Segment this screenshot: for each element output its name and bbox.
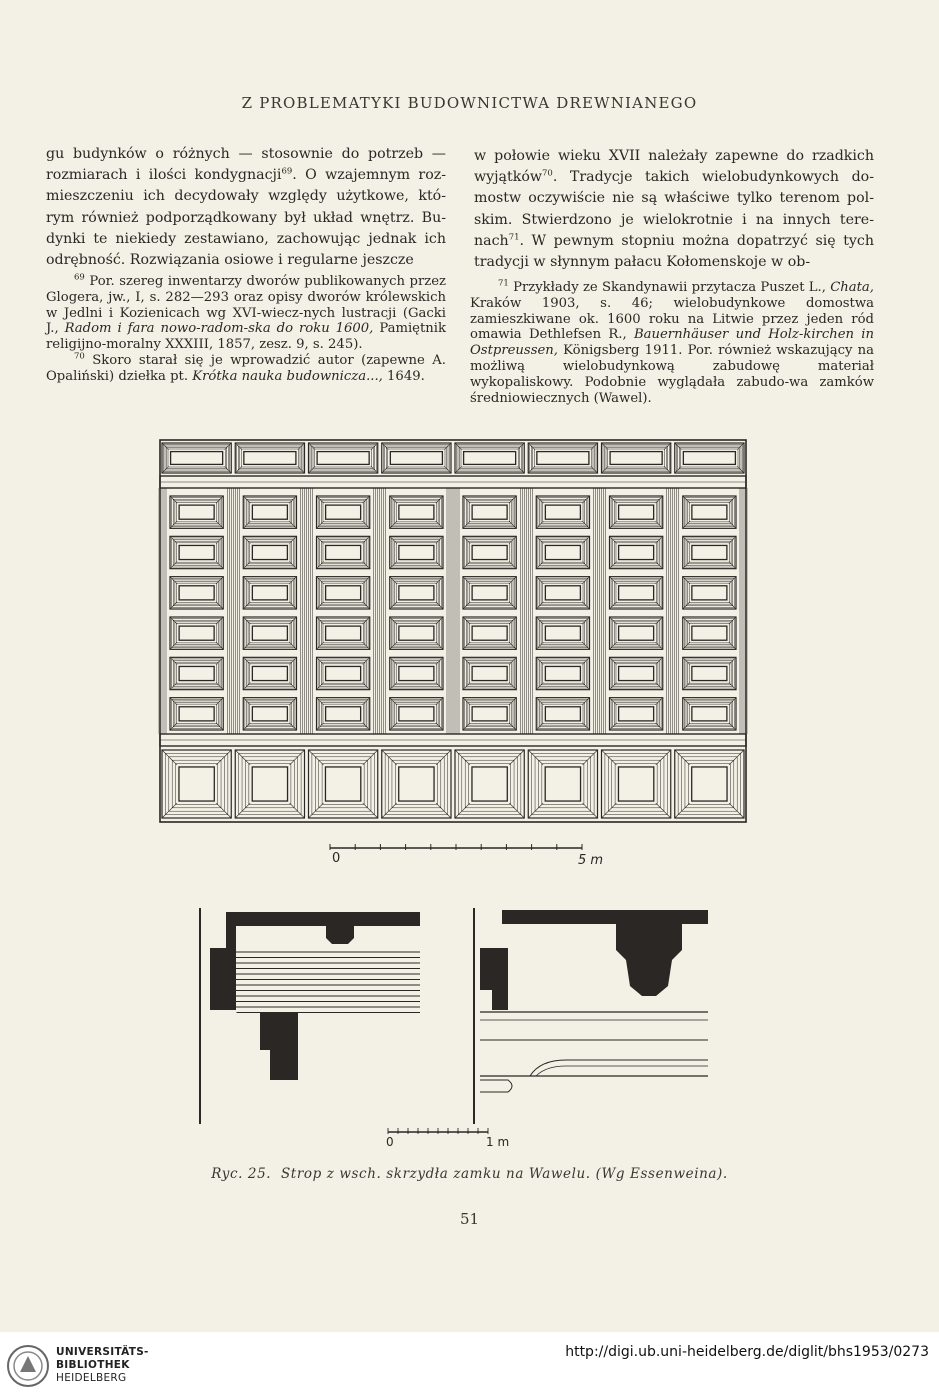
library-name: UNIVERSITÄTS- BIBLIOTHEK HEIDELBERG <box>56 1346 149 1384</box>
ceiling-plan-drawing <box>158 438 748 874</box>
coffer <box>243 698 296 730</box>
coffer <box>390 698 443 730</box>
joist <box>447 488 459 734</box>
coffer <box>602 443 671 473</box>
page-number: 51 <box>459 1210 480 1228</box>
coffer <box>683 577 736 609</box>
coffer <box>309 750 378 818</box>
coffer <box>317 698 370 730</box>
library-seal-icon <box>6 1344 50 1388</box>
coffer <box>243 496 296 528</box>
coffer <box>536 698 589 730</box>
coffer <box>463 617 516 649</box>
right-profile-section <box>474 908 708 1124</box>
coffer <box>317 496 370 528</box>
coffer <box>382 750 451 818</box>
coffer <box>162 750 231 818</box>
coffer <box>683 496 736 528</box>
coffer <box>390 536 443 568</box>
coffer <box>162 443 231 473</box>
coffer <box>683 698 736 730</box>
coffer <box>309 443 378 473</box>
joist <box>520 488 532 734</box>
footnote-ref-70: 70 <box>542 168 553 179</box>
coffer <box>170 617 223 649</box>
right-text-2: . Tradycje takich wielobudynkowych do-mostw oczywiście nie są właściwe tylko terenom pol-skim. Stwierdzono je wielokrotnie i na innych tere-nach <box>474 169 874 249</box>
plan-scale-bar <box>330 844 582 850</box>
joist <box>594 488 606 734</box>
left-text-2: . O wzajemnym roz-mieszczeniu ich decydowały względy użytkowe, któ-rym również podporządkowany był układ wnętrz. Bu-dynki te niekiedy zestawiano, zachowując jednak ich odrębność. Rozwiązania osiowe i regularne jeszcze <box>46 167 446 269</box>
footnote-71: $^{71}$ Przykłady ze Skandynawii przytacza Puszet L., Chata, Kraków 1903, s. 46; wielobudynkowe domostwa zamieszkiwane ok. 1600 roku na Litwie przez jeden ród omawia Dethlefsen R., Bauernhäuser und Holz-kirchen in Ostpreussen, Königsberg 1911. Por. również wskazujący na możliwą wielobudynkową zabudowę materiał wykopaliskowy. Podobnie wyglądała zabudo-wa zamków średniowiecznych (Wawel). <box>470 278 875 406</box>
coffer <box>317 577 370 609</box>
coffer <box>390 657 443 689</box>
source-url-link[interactable]: http://digi.ub.uni-heidelberg.de/diglit/bhs1953/0273 <box>565 1344 929 1360</box>
coffer <box>170 657 223 689</box>
coffer <box>610 577 663 609</box>
coffer <box>610 536 663 568</box>
coffer <box>170 698 223 730</box>
left-text-column <box>46 144 446 271</box>
coffer <box>463 496 516 528</box>
joist <box>158 488 166 734</box>
coffer <box>243 657 296 689</box>
coffer <box>170 496 223 528</box>
footnote-69: $^{69}$ Por. szereg inwentarzy dworów publikowanych przez Glogera, jw., I, s. 282—293 oraz opisy dworów królewskich w Jedlni i Kozienicach wg XVI-wiecz-nych lustracji (Gacki J., Radom i fara nowo-radom-ska do roku 1600, Pamiętnik religijno-moralny XXXIII, 1857, zesz. 9, s. 245). <box>46 272 446 353</box>
coffer <box>463 698 516 730</box>
coffer <box>455 750 524 818</box>
coffer <box>317 657 370 689</box>
coffer <box>235 443 304 473</box>
joist <box>667 488 679 734</box>
coffer <box>536 617 589 649</box>
coffer <box>610 657 663 689</box>
digitization-footer <box>0 1332 939 1398</box>
coffer <box>463 577 516 609</box>
plan-scale-start: 0 <box>332 851 341 866</box>
coffer <box>675 750 744 818</box>
coffer <box>602 750 671 818</box>
section-scale-bar <box>388 1128 488 1134</box>
running-head: Z PROBLEMATYKI BUDOWNICTWA DREWNIANEGO <box>241 94 698 112</box>
coffer <box>243 617 296 649</box>
section-scale-end: 1 m <box>486 1135 510 1149</box>
joist <box>227 488 239 734</box>
coffer <box>675 443 744 473</box>
coffer <box>390 496 443 528</box>
left-text-1: gu budynków o różnych — stosownie do potrzeb — rozmiarach i ilości kondygnacji <box>46 146 446 184</box>
footnote-70: $^{70}$ Skoro starał się je wprowadzić autor (zapewne A. Opaliński) dziełka pt. Krótka nauka budownicza..., 1649. <box>46 351 446 384</box>
footnote-ref-69: 69 <box>281 166 293 177</box>
coffer <box>170 536 223 568</box>
coffer <box>683 657 736 689</box>
coffer <box>317 617 370 649</box>
figure-label: Ryc. 25. <box>211 1166 272 1182</box>
coffer <box>463 657 516 689</box>
coffer <box>243 577 296 609</box>
coffer <box>528 443 597 473</box>
footnotes-right <box>470 280 874 406</box>
left-profile-section <box>200 908 420 1124</box>
coffer <box>455 443 524 473</box>
coffer <box>390 577 443 609</box>
coffer <box>683 617 736 649</box>
coffer <box>235 750 304 818</box>
right-text-3: . W pewnym stopniu można dopatrzyć się tych tradycji w słynnym pałacu Kołomenskoje w ob- <box>474 232 874 271</box>
section-scale-start: 0 <box>386 1135 394 1149</box>
plan-scale-end: 5 m <box>578 853 604 868</box>
footnotes-left <box>46 274 446 385</box>
right-text-column <box>474 146 874 273</box>
coffer <box>536 536 589 568</box>
coffer <box>170 577 223 609</box>
coffer <box>610 617 663 649</box>
coffer <box>610 698 663 730</box>
coffer <box>536 577 589 609</box>
coffer <box>317 536 370 568</box>
coffer <box>382 443 451 473</box>
coffer <box>610 496 663 528</box>
figure-caption <box>0 1166 939 1182</box>
joist <box>301 488 313 734</box>
profile-sections-drawing <box>190 900 730 1150</box>
joist <box>374 488 386 734</box>
coffer <box>243 536 296 568</box>
coffer <box>536 496 589 528</box>
coffer <box>463 536 516 568</box>
coffer <box>390 617 443 649</box>
coffer <box>683 536 736 568</box>
right-text-1: w połowie wieku XVII należały zapewne do rzadkich wyjątków <box>474 148 874 186</box>
footnote-ref-71: 71 <box>508 232 520 243</box>
coffer <box>528 750 597 818</box>
figure-caption-text: Strop z wsch. skrzydła zamku na Wawelu. (Wg Essenweina). <box>280 1166 728 1182</box>
coffer <box>536 657 589 689</box>
